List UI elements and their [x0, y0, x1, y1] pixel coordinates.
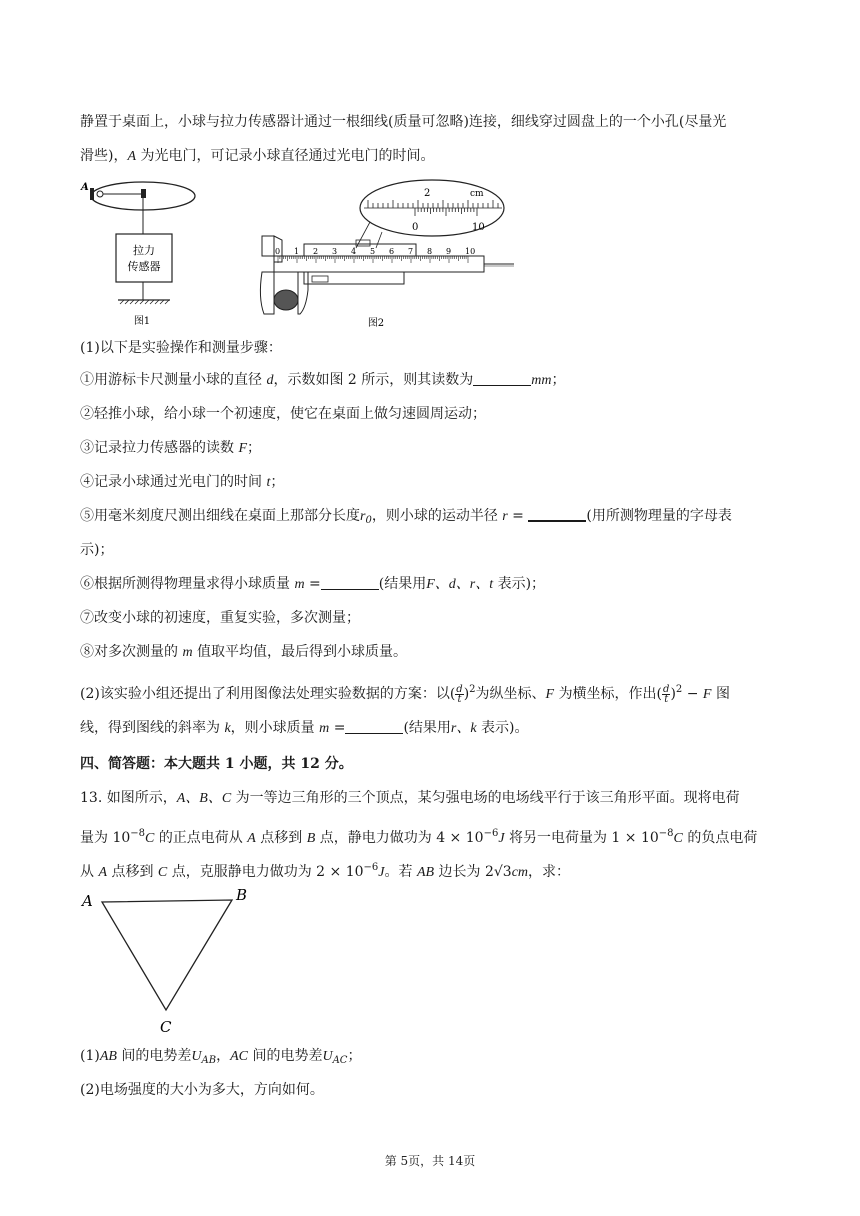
main-scale-label: 6	[389, 247, 395, 256]
intro-line-2: 滑些)，A 为光电门，可记录小球直径通过光电门的时间。	[80, 148, 435, 164]
part2-line-2: 线，得到图线的斜率为 k，则小球质量 m = (结果用r、k 表示)。	[80, 720, 529, 736]
step-5-cont: 示)；	[80, 542, 114, 558]
fig2-caption: 图2	[367, 318, 385, 329]
part1-heading: (1)以下是实验操作和测量步骤：	[80, 340, 282, 356]
q13-line-3: 从 A 点移到 C 点，克服静电力做功为 $2 \times 10^{-6}J$。若 AB 边长为 2√3cm，求：	[80, 862, 571, 880]
zoom-label-2: 2	[424, 188, 431, 199]
q13-line-2: 量为 $10^{-8}C$ 的正点电荷从 A 点移到 B 点，静电力做功为 $4 \times 10^{-6}J$ 将另一电荷量为 $1 \times 10^{-8}C$ 的负点电荷	[80, 828, 758, 846]
step-4: ④记录小球通过光电门的时间 t；	[80, 474, 285, 490]
figure-2	[252, 178, 518, 330]
section-4-title: 四、简答题：本大题共 1 小题，共 12 分。	[80, 756, 353, 772]
step-6: ⑥根据所测得物理量求得小球质量 m = (结果用F、d、r、t 表示)；	[80, 576, 546, 592]
main-scale-label: 7	[408, 247, 414, 256]
answer-blank-diameter[interactable]	[473, 371, 531, 386]
figure-1	[78, 174, 208, 330]
vertex-a-label: A	[82, 892, 93, 910]
step-3: ③记录拉力传感器的读数 F；	[80, 440, 262, 456]
step-2: ②轻推小球，给小球一个初速度，使它在桌面上做匀速圆周运动；	[80, 406, 486, 422]
main-scale-label: 1	[294, 247, 300, 256]
step-1: ①用游标卡尺测量小球的直径 d，示数如图 2 所示，则其读数为 mm；	[80, 372, 566, 388]
q13-line-1: 13. 如图所示，A、B、C 为一等边三角形的三个顶点，某匀强电场的电场线平行于该三角形平面。现将电荷	[80, 790, 740, 806]
main-scale-label: 4	[351, 247, 357, 256]
step-5: ⑤用毫米刻度尺测出细线在桌面上那部分长度$r_0$，则小球的运动半径 r = (用所测物理量的字母表	[80, 508, 732, 526]
main-scale-label: 5	[370, 247, 376, 256]
intro-line-1: 静置于桌面上，小球与拉力传感器计通过一根细线(质量可忽略)连接，细线穿过圆盘上的一个小孔(尽量光	[80, 114, 727, 130]
fig1-box-label-2: 传感器	[127, 260, 161, 273]
fig1-caption: 图1	[133, 316, 151, 327]
vertex-c-label: C	[160, 1018, 172, 1036]
answer-blank-mass[interactable]	[321, 575, 379, 590]
q13-sub-2: (2)电场强度的大小为多大，方向如何。	[80, 1082, 324, 1098]
answer-blank-mass-graph[interactable]	[345, 719, 403, 734]
page-footer: 第 5页，共 14页	[384, 1154, 476, 1168]
fig1-marker-a: A	[81, 182, 89, 193]
q13-sub-1: (1)AB 间的电势差$U_{AB}$，AC 间的电势差$U_{AC}$；	[80, 1048, 362, 1066]
main-scale-label: 2	[313, 247, 319, 256]
zoom-label-0: 0	[412, 222, 419, 233]
part2-line-1: (2)该实验小组还提出了利用图像法处理实验数据的方案：以( $\frac{d}{t}$ )$^2$为纵坐标、F 为横坐标，作出( $\frac{d}{t}$ )$^2$ − F 图	[80, 683, 730, 705]
zoom-label-10: 10	[472, 222, 485, 233]
main-scale-label: 8	[427, 247, 433, 256]
zoom-unit: cm	[470, 189, 484, 199]
step-7: ⑦改变小球的初速度，重复实验，多次测量；	[80, 610, 360, 626]
main-scale-label: 3	[332, 247, 338, 256]
fig1-box-label-1: 拉力	[133, 244, 155, 257]
triangle-figure	[76, 884, 266, 1040]
answer-blank-radius[interactable]	[528, 506, 586, 522]
main-scale-label: 0	[275, 247, 281, 256]
step-8: ⑧对多次测量的 m 值取平均值，最后得到小球质量。	[80, 644, 408, 660]
vertex-b-label: B	[236, 886, 248, 904]
main-scale-label: 10	[465, 247, 476, 256]
main-scale-label: 9	[446, 247, 452, 256]
ball	[274, 290, 298, 310]
